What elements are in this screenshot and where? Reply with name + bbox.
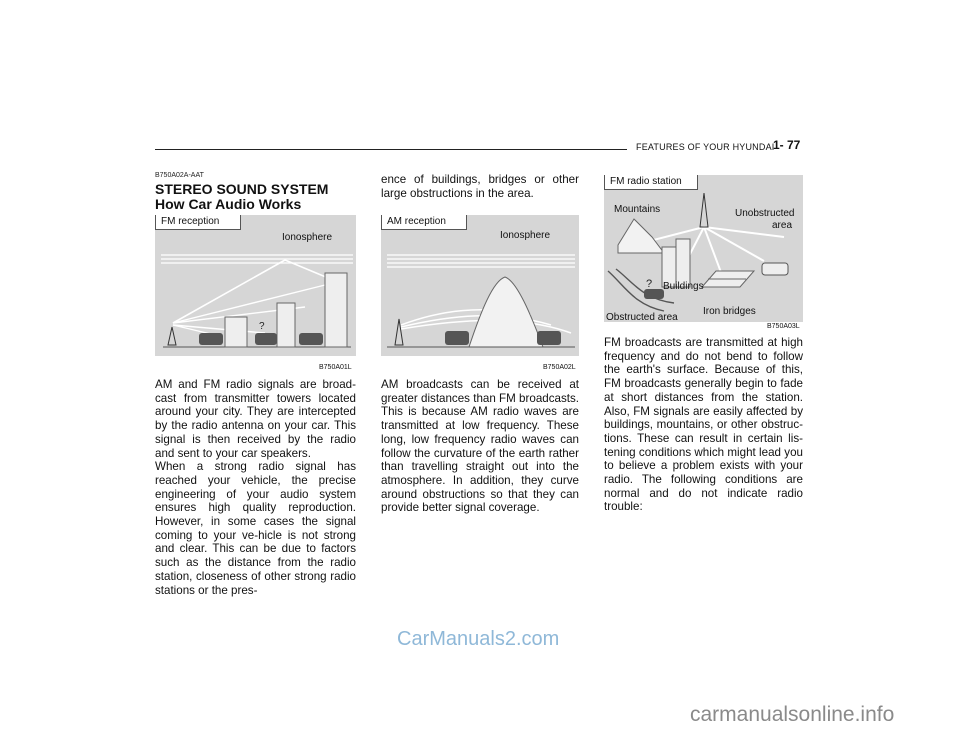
col3-text: FM broadcasts are transmitted at high frequency and do not bend to follow the earth's surface. Because of this, FM broadcasts generally begin to fade at short distances from the station. Also, FM signals are easily affected by buildings, mountains, or other obstruc-tions. These can result in certain lis-tening conditions which might lead you to believe a problem exists with your radio. The following conditions are normal and do not indicate radio trouble: [604, 336, 803, 514]
col2-intro: ence of buildings, bridges or other large obstructions in the area. [381, 173, 579, 200]
unobstructed-label-2: area [772, 220, 793, 231]
am-reception-figure [381, 215, 579, 356]
iron-bridges-label: Iron bridges [703, 306, 756, 317]
figure-tag: AM reception [381, 215, 467, 230]
paragraph: When a strong radio signal has reached your vehicle, the precise engineering of your audio system ensures high quality reproduction. However, in some cases the signal coming to your ve-hicle is not strong and clear. This can be due to factors such as the distance from the radio station, closeness of other strong radio stations or the pres- [155, 460, 356, 597]
ionosphere-label: Ionosphere [500, 230, 551, 241]
fm-radio-station-figure [604, 175, 803, 322]
unobstructed-label: Unobstructed [735, 208, 795, 219]
header-rule [155, 149, 627, 150]
paragraph: AM and FM radio signals are broad-cast from transmitter towers located around your city. They are intercepted by the radio antenna on your car. This signal is then received by the radio and sent to your car speakers. [155, 378, 356, 460]
col2-text: AM broadcasts can be received at greater distances than FM broadcasts. This is because AM radio waves are transmitted at low frequency. These long, low frequency radio waves can follow the curvature of the earth rather than travelling straight out into the atmosphere. In addition, they curve around obstructions so that they can provide better signal coverage. [381, 378, 579, 515]
fm-station-illustration [604, 175, 803, 322]
buildings-label: Buildings [663, 281, 704, 292]
section-subtitle: How Car Audio Works [155, 196, 302, 212]
watermark-bottom[interactable]: carmanualsonline.info [690, 703, 895, 726]
obstructed-label: Obstructed area [606, 312, 678, 322]
page-number: 1- 77 [773, 138, 801, 152]
svg-text:?: ? [646, 278, 653, 290]
section-code: B750A02A-AAT [155, 172, 204, 179]
figure-tag: FM reception [155, 215, 241, 230]
col1-text [155, 378, 356, 597]
figure-id: B750A03L [767, 323, 800, 330]
figure-tag: FM radio station [604, 175, 698, 190]
figure-id: B750A01L [319, 364, 352, 371]
fm-reception-figure [155, 215, 356, 356]
section-title: STEREO SOUND SYSTEM [155, 181, 329, 197]
ionosphere-label: Ionosphere [282, 232, 333, 243]
watermark-top[interactable]: CarManuals2.com [397, 628, 560, 650]
running-header: FEATURES OF YOUR HYUNDAI [636, 142, 775, 152]
figure-id: B750A02L [543, 364, 576, 371]
svg-text:?: ? [259, 321, 265, 332]
mountains-label: Mountains [614, 204, 661, 215]
